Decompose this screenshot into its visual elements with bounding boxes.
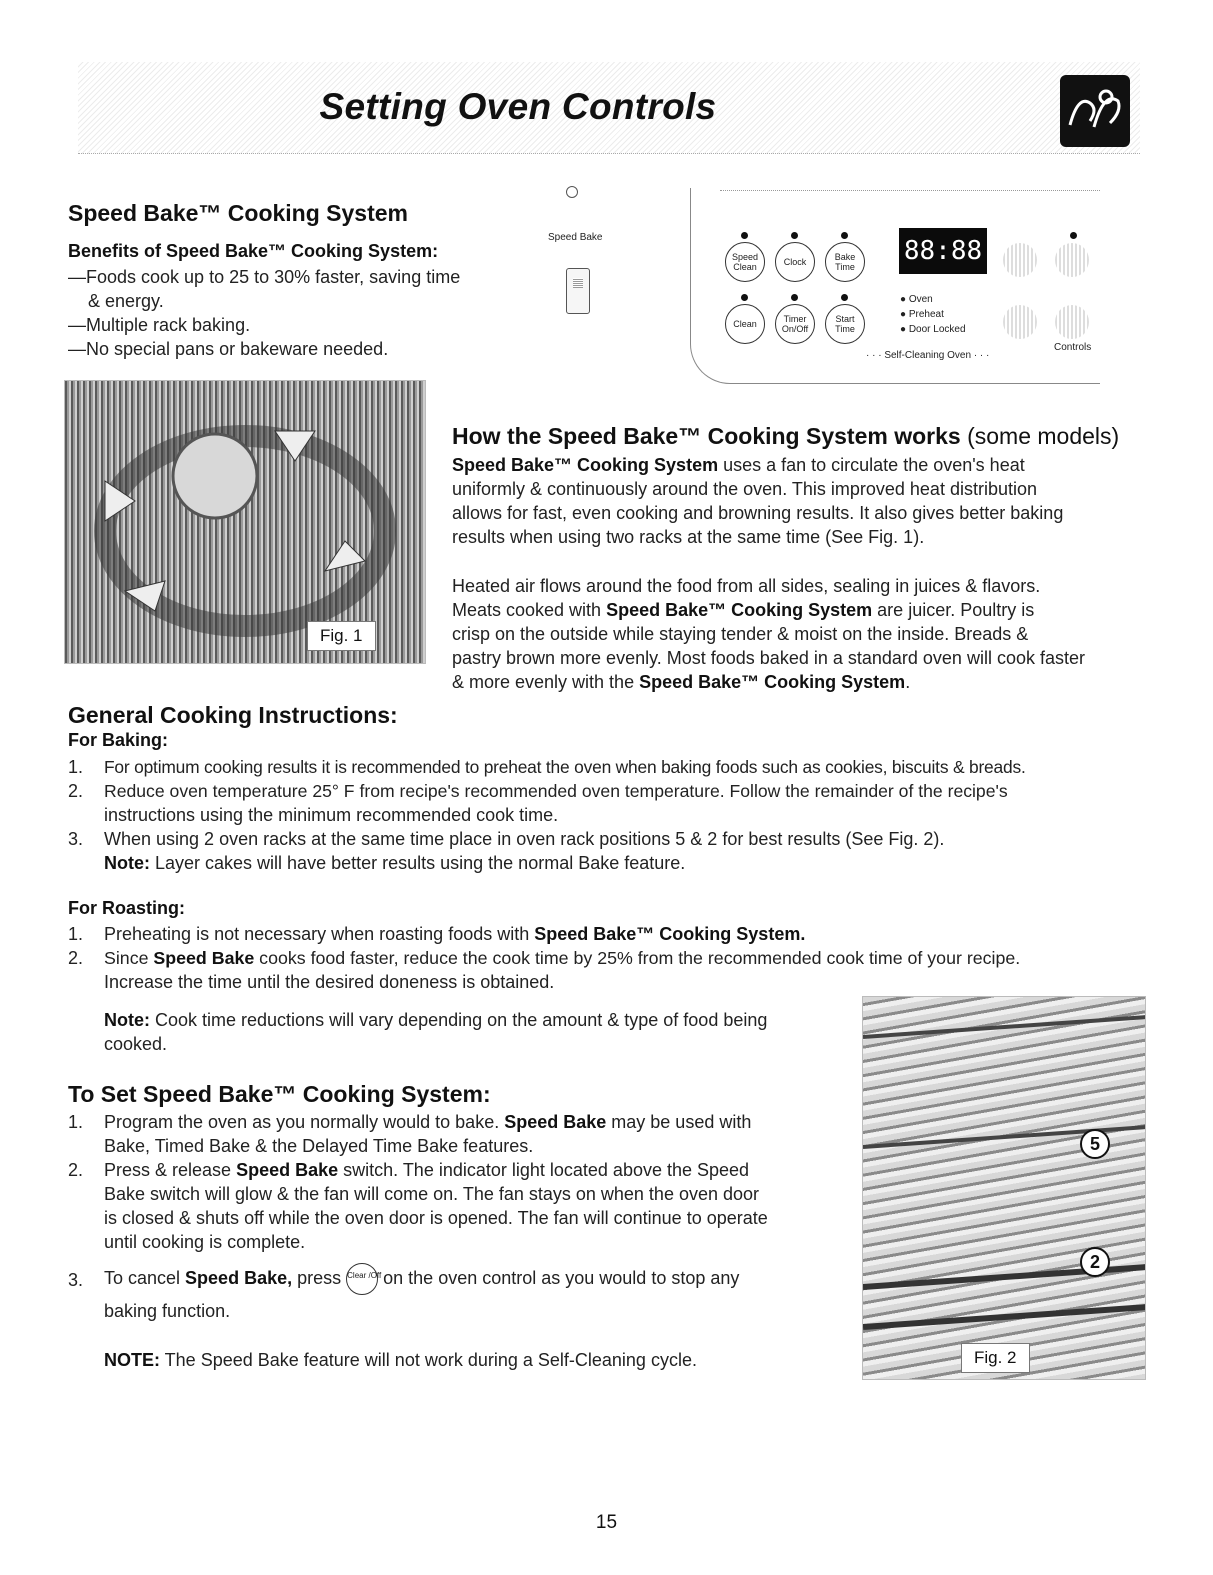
how-p2-line: & more evenly with the Speed Bake™ Cooking System.: [452, 672, 911, 692]
start-time-key[interactable]: Start Time: [825, 304, 865, 344]
decorative-knob: [1003, 305, 1037, 339]
how-p2-line: Heated air flows around the food from all sides, sealing in juices & flavors.: [452, 576, 1041, 596]
benefit-line: —Foods cook up to 25 to 30% faster, saving time: [68, 267, 461, 287]
fig2-oven-racks-photo: [862, 996, 1146, 1380]
speed-clean-key[interactable]: Speed Clean: [725, 242, 765, 282]
baking-step-2: Reduce oven temperature 25° F from recipe's recommended oven temperature. Follow the remainder of the recipe's: [104, 781, 1008, 801]
how-heading-suffix: (some models): [967, 423, 1120, 449]
indicator-text: Oven: [908, 294, 933, 305]
clock-display: 88:88: [899, 228, 987, 274]
indicator-dot: [841, 232, 848, 239]
self-cleaning-label: · · · Self-Cleaning Oven · · ·: [866, 350, 990, 361]
timer-on-off-key[interactable]: Timer On/Off: [775, 304, 815, 344]
set-step-3: To cancel Speed Bake, press Clear /Off on the oven control as you would to stop any: [104, 1262, 739, 1295]
set-step-2-cont: Bake switch will glow & the fan will come on. The fan stays on when the oven door: [104, 1184, 760, 1204]
benefit-line: —No special pans or bakeware needed.: [68, 339, 389, 359]
baking-step-1: For optimum cooking results it is recommended to preheat the oven when baking foods such as cookies, biscuits & breads.: [104, 757, 1026, 777]
indicator-dot: [791, 294, 798, 301]
list-number: 2.: [68, 948, 84, 968]
how-p2-line: crisp on the outside while staying tender & moist on the inside. Breads &: [452, 624, 1029, 644]
self-clean-note: NOTE: The Speed Bake feature will not work during a Self-Cleaning cycle.: [104, 1350, 697, 1370]
how-p2-line: pastry brown more evenly. Most foods baked in a standard oven will cook faster: [452, 648, 1085, 668]
baking-step-2-cont: instructions using the minimum recommended cook time.: [104, 805, 559, 825]
set-step-1-cont: Bake, Timed Bake & the Delayed Time Bake features.: [104, 1136, 534, 1156]
indicator-dot: [791, 232, 798, 239]
benefit-line: —Multiple rack baking.: [68, 315, 251, 335]
roasting-step-2: Since Speed Bake cooks food faster, reduce the cook time by 25% from the recommended cook time of your recipe.: [104, 948, 1021, 968]
set-speed-bake-heading: To Set Speed Bake™ Cooking System:: [68, 1081, 491, 1107]
indicator-dot: [1070, 232, 1077, 239]
how-p1-line: Speed Bake™ Cooking System uses a fan to circulate the oven's heat: [452, 455, 1025, 475]
controls-label: Controls: [1054, 342, 1092, 353]
rack-position-5: 5: [1080, 1129, 1110, 1159]
set-step-2: Press & release Speed Bake switch. The indicator light located above the Speed: [104, 1160, 750, 1180]
decorative-knob: [1003, 243, 1037, 277]
rack-position-2: 2: [1080, 1247, 1110, 1277]
benefits-heading: Benefits of Speed Bake™ Cooking System:: [68, 241, 439, 261]
how-heading-text: How the Speed Bake™ Cooking System works: [452, 423, 961, 449]
set-step-3-cont: baking function.: [104, 1301, 231, 1321]
page-title: Setting Oven Controls: [319, 86, 717, 127]
speed-bake-indicator: [566, 186, 578, 198]
decorative-knob: [1055, 243, 1089, 277]
indicator-text: Preheat: [908, 309, 944, 320]
how-p1-line: allows for fast, even cooking and browning results. It also gives better baking: [452, 503, 1064, 523]
indicator-dot: [841, 294, 848, 301]
bake-time-key[interactable]: Bake Time: [825, 242, 865, 282]
list-number: 1.: [68, 757, 84, 777]
fig1-label: Fig. 1: [307, 621, 376, 651]
speed-bake-heading: Speed Bake™ Cooking System: [68, 200, 408, 226]
list-number: 3.: [68, 829, 84, 849]
oven-indicator-label: ● Oven: [900, 294, 933, 305]
how-p1-line: results when using two racks at the same time (See Fig. 1).: [452, 527, 925, 547]
set-step-1: Program the oven as you normally would to bake. Speed Bake may be used with: [104, 1112, 752, 1132]
list-number: 2.: [68, 781, 84, 801]
door-locked-indicator-label: ● Door Locked: [900, 324, 966, 335]
how-p1-line: uniformly & continuously around the oven. This improved heat distribution: [452, 479, 1037, 499]
decorative-knob: [1055, 305, 1089, 339]
roasting-note: Note: Cook time reductions will vary depending on the amount & type of food being: [104, 1010, 768, 1030]
for-baking-heading: For Baking:: [68, 730, 169, 750]
oven-controls-icon: [1060, 75, 1130, 147]
indicator-dot: [741, 232, 748, 239]
how-p2-line: Meats cooked with Speed Bake™ Cooking System are juicer. Poultry is: [452, 600, 1035, 620]
speed-bake-switch-label: Speed Bake: [548, 232, 603, 243]
general-instructions-heading: General Cooking Instructions:: [68, 702, 398, 728]
benefit-line: & energy.: [88, 291, 164, 311]
list-number: 2.: [68, 1160, 84, 1180]
fig1-oven-fan-photo: [64, 380, 426, 664]
fig2-label: Fig. 2: [961, 1343, 1030, 1373]
clear-off-key-icon: Clear /Off: [346, 1263, 378, 1295]
preheat-indicator-label: ● Preheat: [900, 309, 944, 320]
header-banner: [78, 62, 1140, 154]
list-number: 1.: [68, 924, 84, 944]
how-it-works-heading: [452, 423, 1119, 450]
baking-note: Note: Layer cakes will have better results using the normal Bake feature.: [104, 853, 686, 873]
page-number: 15: [595, 1512, 618, 1533]
clock-key[interactable]: Clock: [775, 242, 815, 282]
roasting-step-1: Preheating is not necessary when roasting foods with Speed Bake™ Cooking System.: [104, 924, 806, 944]
indicator-text: Door Locked: [908, 324, 966, 335]
set-step-2-cont: is closed & shuts off while the oven door is opened. The fan will continue to operate: [104, 1208, 768, 1228]
list-number: 3.: [68, 1270, 84, 1290]
indicator-dot: [741, 294, 748, 301]
for-roasting-heading: For Roasting:: [68, 898, 185, 918]
roasting-note-cont: cooked.: [104, 1034, 168, 1054]
baking-step-3: When using 2 oven racks at the same time place in oven rack positions 5 & 2 for best results (See Fig. 2).: [104, 829, 945, 849]
set-step-2-cont: until cooking is complete.: [104, 1232, 306, 1252]
speed-bake-switch[interactable]: [566, 268, 590, 314]
list-number: 1.: [68, 1112, 84, 1132]
clean-key[interactable]: Clean: [725, 304, 765, 344]
roasting-step-2-cont: Increase the time until the desired doneness is obtained.: [104, 972, 555, 992]
